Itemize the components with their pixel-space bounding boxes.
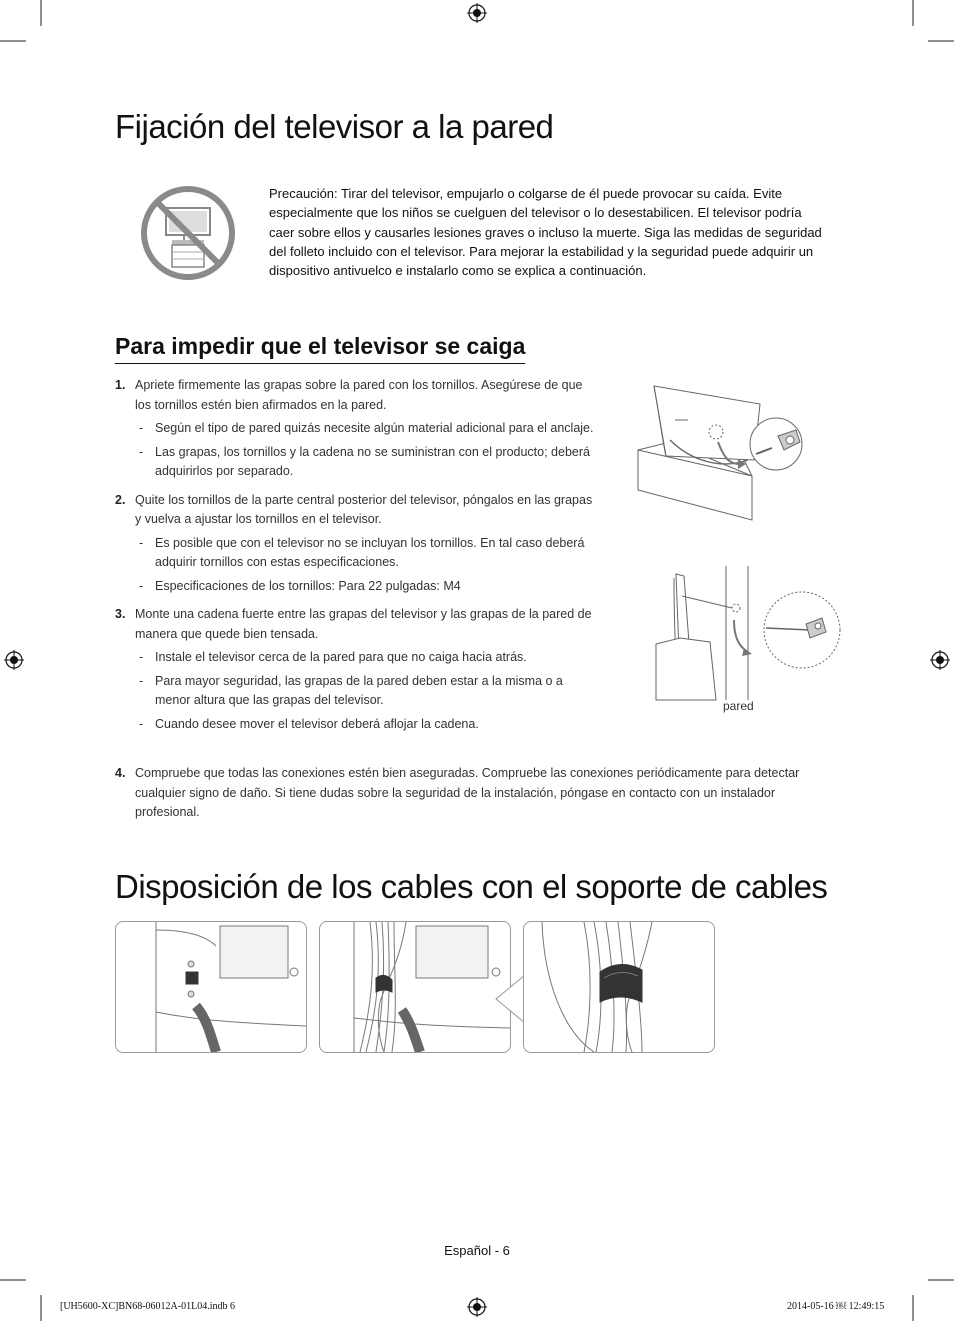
cable-panel-1 bbox=[115, 921, 307, 1053]
list-item: 4. Compruebe que todas las conexiones estén bien aseguradas. Compruebe las conexiones periódicamente para detectar cualquier signo de daño. Si tiene dudas sobre la seguridad de la instalación, póngase en contacto con un instalador profesional. bbox=[115, 766, 800, 819]
page-title: Fijación del televisor a la pared bbox=[115, 108, 554, 145]
registration-mark-icon bbox=[467, 3, 487, 23]
footer-timestamp: 2014-05-16 ￼ 12:49:15 bbox=[787, 1301, 885, 1312]
cable-panel-2 bbox=[319, 921, 511, 1053]
callout-pointer bbox=[494, 975, 526, 1025]
list-subitem: - Instale el televisor cerca de la pared para que no caiga hacia atrás. bbox=[139, 650, 527, 664]
wall-label: pared bbox=[723, 699, 754, 713]
tv-wall-clip-illustration bbox=[630, 380, 840, 530]
registration-mark-icon bbox=[467, 1297, 487, 1317]
list-subitem: - Para mayor seguridad, las grapas de la pared deben estar a la misma o a menor altura que las grapas del televisor. bbox=[139, 673, 563, 707]
steps-list bbox=[115, 376, 595, 734]
registration-mark-icon bbox=[4, 650, 24, 670]
footer-file-info: [UH5600-XC]BN68-06012A-01L04.indb 6 bbox=[60, 1301, 235, 1312]
section-title: Para impedir que el televisor se caiga bbox=[115, 333, 525, 364]
list-subitem: - Cuando desee mover el televisor deberá aflojar la cadena. bbox=[139, 716, 479, 731]
cable-holder-step2-illustration bbox=[320, 922, 510, 1052]
list-item: 3. Monte una cadena fuerte entre las grapas del televisor y las grapas de la pared de manera que quede bien tensada. - Instale el televisor cerca de la pared para que no caiga hacia atrás. - Para mayor seguridad, las grapas de la pared deben estar a la misma o a menor altura que las grapas del televisor. - Cuando desee mover el televisor deberá aflojar la cadena. bbox=[115, 605, 595, 734]
page-number: Español - 6 bbox=[444, 1243, 510, 1258]
caution-text: Precaución: Tirar del televisor, empujarlo o colgarse de él puede provocar su caída. Evite especialmente que los niños se cuelguen del televisor o lo desestabilicen. El televisor podría caer sobre ellos y causarles lesiones graves o incluso la muerte. Siga las medidas de seguridad del folleto incluido con el televisor. Para mejorar la estabilidad y la seguridad puede adquirir un dispositivo antivuelco e instalarlo como se explica a continuación. bbox=[269, 186, 822, 279]
list-subitem: - Es posible que con el televisor no se incluyan los tornillos. En tal caso deberá adquirir tornillos con estas especificaciones. bbox=[139, 535, 585, 569]
list-subitem: - Según el tipo de pared quizás necesite algún material adicional para el anclaje. bbox=[139, 421, 594, 435]
list-subitem: - Las grapas, los tornillos y la cadena no se suministran con el producto; deberá adquirirlos por separado. bbox=[139, 444, 590, 478]
steps-list-last bbox=[115, 764, 830, 823]
tv-wall-side-illustration bbox=[650, 566, 850, 706]
list-item: 2. Quite los tornillos de la parte central posterior del televisor, póngalos en las grapas y vuelva a ajustar los tornillos en el televisor. - Es posible que con el televisor no se incluyan los tornillos. En tal caso deberá adquirir tornillos con estas especificaciones. - Especificaciones de los tornillos: Para 22 pulgadas: M4 bbox=[115, 491, 595, 597]
registration-mark-icon bbox=[930, 650, 950, 670]
cable-panel-3 bbox=[523, 921, 715, 1053]
list-subitem: - Especificaciones de los tornillos: Para 22 pulgadas: M4 bbox=[139, 578, 461, 593]
list-item: 1. Apriete firmemente las grapas sobre la pared con los tornillos. Asegúrese de que los tornillos estén bien afirmados en la pared. - Según el tipo de pared quizás necesite algún material adicional para el anclaje. - Las grapas, los tornillos y la cadena no se suministran con el producto; deberá adquirirlos por separado. bbox=[115, 376, 595, 482]
cable-section-title: Disposición de los cables con el soporte de cables bbox=[115, 868, 828, 905]
cable-holder-step1-illustration bbox=[116, 922, 306, 1052]
no-tv-tipping-icon bbox=[139, 184, 237, 282]
cable-holder-detail-illustration bbox=[524, 922, 714, 1052]
